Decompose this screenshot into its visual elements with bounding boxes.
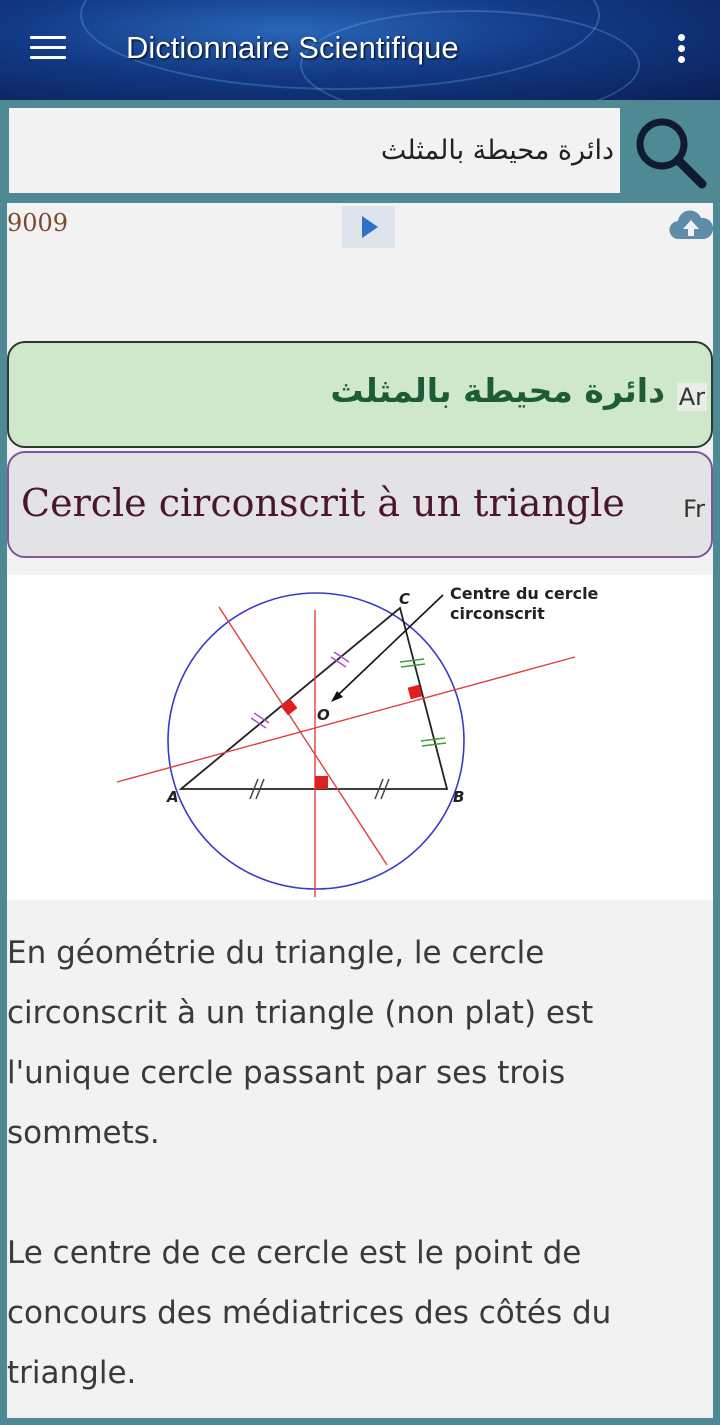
vertex-a-label: A [167,788,179,806]
cloud-upload-icon[interactable] [669,209,713,241]
geometry-diagram [7,575,713,900]
search-field[interactable] [9,108,620,193]
play-audio-button[interactable] [342,206,395,248]
caption-line-2: circonscrit [450,604,545,623]
arabic-term: دائرة محيطة بالمثلث [330,371,665,410]
search-icon[interactable] [630,112,710,192]
definition-paragraph-2: Le centre de ce cercle est le point de concours des médiatrices des côtés du triangle. [7,1235,612,1391]
app-bar [0,0,720,100]
content-panel [7,203,713,1418]
vertical-dots-icon[interactable] [672,34,690,70]
right-angle-mark [315,776,328,789]
circumscribed-circle-illustration [7,575,713,900]
definition-paragraph-1: En géométrie du triangle, le cercle circonscrit à un triangle (non plat) est l'unique cercle passant par ses trois sommets. [7,935,594,1151]
triangle [181,608,447,789]
vertex-b-label: B [453,788,465,806]
search-input[interactable] [9,108,620,193]
caption-line-1: Centre du cercle [450,584,599,603]
circumscribed-circle [168,593,464,889]
center-o-label: O [317,706,330,724]
vertex-c-label: C [399,590,411,608]
french-term: Cercle circonscrit à un triangle [21,481,625,525]
definition-text [7,923,713,1425]
bisector-bc [117,657,575,782]
entry-number: 9009 [7,209,69,237]
french-language-tag: Fr [683,495,705,523]
hamburger-menu-icon[interactable] [30,36,66,64]
app-title: Dictionnaire Scientifique [126,30,459,65]
right-angle-mark [281,699,298,716]
center-pointer [338,595,443,695]
arabic-term-card[interactable] [7,341,713,448]
french-term-card[interactable] [7,451,713,558]
play-icon [342,206,395,248]
arabic-language-tag: Ar [678,383,705,411]
